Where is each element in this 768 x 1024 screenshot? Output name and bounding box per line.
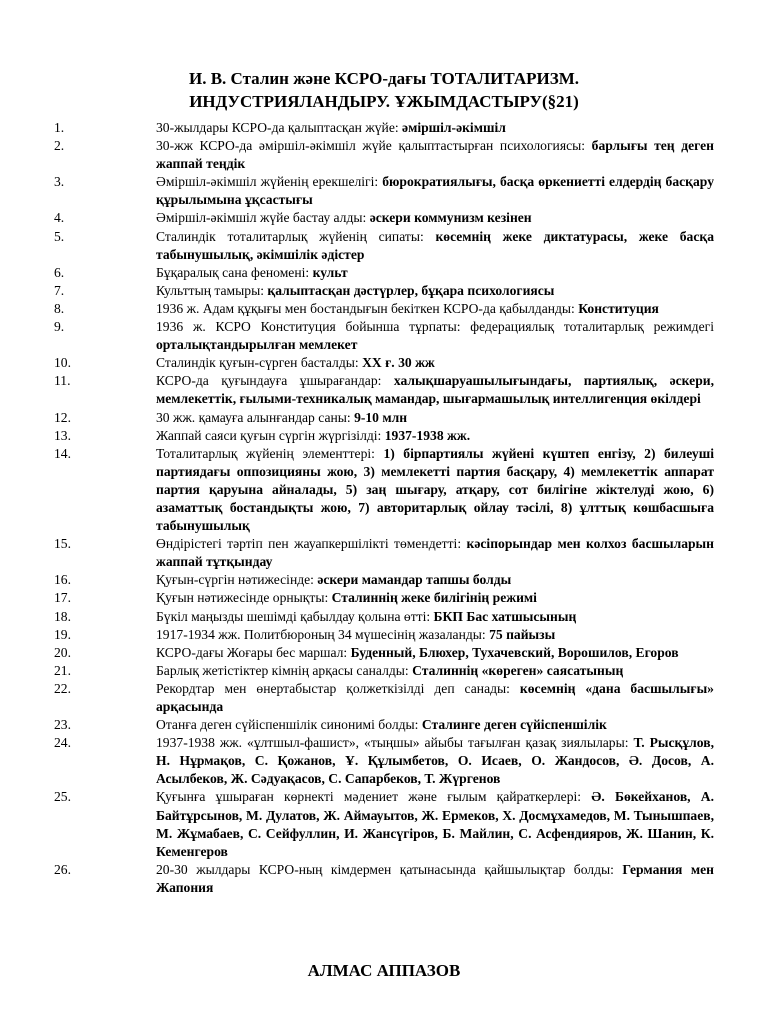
item-number: 10. [54, 355, 71, 371]
item-number: 15. [54, 536, 71, 552]
list-item [54, 680, 714, 716]
item-question: 1936 ж. Адам құқығы мен бостандығын бекіткен КСРО-да қабылданды: [156, 300, 579, 316]
item-question: 1936 ж. КСРО Конституция бойынша тұрпаты: федерациялық тоталитарлық режимдегі [156, 319, 714, 335]
list-item [54, 354, 714, 372]
item-text [100, 228, 714, 264]
list-item [54, 571, 714, 589]
item-number: 24. [54, 735, 71, 751]
title-line-2: ИНДУСТРИЯЛАНДЫРУ. ҰЖЫМДАСТЫРУ(§21) [189, 92, 579, 111]
item-answer: 1) бірпартиялы жүйені күштеп енгізу, 2) билеуші партиядағы оппозицияны жою, 3) мемлекетті партия басқару, 4) мемлекеттік аппарат партия қаруына айналады, 5) заң шығару, атқару, сот билігіне жіктелуді жою, 6) азаматтық бостандықты жою, 7) авторитарлық ойлау тәсілі, 8) ұлттық көшбасшыға табынушылық [156, 445, 714, 534]
item-question: КСРО-да қуғындауға ұшырағандар: [156, 373, 394, 389]
item-text [100, 300, 714, 318]
item-question: Әміршіл-әкімшіл жүйенің ерекшелігі: [156, 174, 383, 190]
item-answer: Сталиннің «көреген» саясатының [412, 662, 624, 678]
item-answer: 9-10 млн [354, 409, 408, 425]
item-answer: бюрократиялығы, басқа өркениетті елдердің басқару құрылымына ұқсастығы [156, 174, 714, 208]
item-answer: қалыптасқан дәстүрлер, бұқара психологиясы [267, 282, 555, 298]
list-item [54, 119, 714, 137]
item-answer: Сталиннің жеке билігінің режимі [331, 590, 537, 606]
item-question: 30-жылдары КСРО-да қалыптасқан жүйе: [156, 120, 403, 135]
item-text [100, 571, 714, 589]
item-number: 7. [54, 282, 65, 298]
item-text [100, 409, 714, 427]
list-item [54, 209, 714, 227]
item-answer: XX ғ. 30 жж [362, 355, 435, 371]
item-number: 17. [54, 590, 71, 606]
item-number: 6. [54, 264, 65, 280]
item-answer: БКП Бас хатшысының [433, 608, 577, 624]
item-answer: 1937-1938 жж. [384, 427, 471, 443]
list-item [54, 318, 714, 354]
item-text [100, 173, 714, 209]
item-number: 9. [54, 319, 65, 335]
item-question: Сталиндік қуғын-сүрген басталды: [156, 355, 363, 371]
list-item [54, 228, 714, 264]
item-text [100, 716, 714, 734]
item-number: 16. [54, 572, 71, 588]
item-answer: Сталинге деген сүйіспеншілік [421, 717, 607, 733]
item-number: 21. [54, 662, 71, 678]
item-question: 1937-1938 жж. «ұлтшыл-фашист», «тыңшы» айыбы тағылған қазақ зиялылары: [156, 735, 634, 751]
item-number: 4. [54, 210, 65, 226]
item-question: Бұқаралық сана феномені: [156, 264, 313, 280]
item-text [100, 318, 714, 354]
item-number: 22. [54, 680, 71, 696]
item-answer: орталықтандырылған мемлекет [156, 337, 358, 353]
item-answer: Ә. Бөкейханов, А. Байтұрсынов, М. Дулатов, Ж. Аймауытов, Ж. Ермеков, Х. Досмұхамедов, М. Тынышпаев, М. Жұмабаев, С. Сейфуллин, И. Жансүгіров, Б. Майлин, С. Асфендияров, Ж. Шанин, К. Кеменгеров [156, 789, 714, 859]
item-question: Өндірістегі тәртіп пен жауапкершілікті төмендетті: [156, 536, 467, 552]
item-question: Қуғынға ұшыраған көрнекті мәдениет және ғылым қайраткерлері: [156, 789, 592, 805]
item-number: 14. [54, 445, 71, 461]
item-question: 30 жж. қамауға алынғандар саны: [156, 409, 355, 425]
item-question: КСРО-дағы Жоғары бес маршал: [156, 644, 351, 660]
page-title [0, 67, 768, 113]
item-text [100, 282, 714, 300]
item-text [100, 119, 714, 137]
list-item [54, 734, 714, 788]
item-text [100, 445, 714, 535]
list-item [54, 409, 714, 427]
item-text [100, 535, 714, 571]
item-number: 25. [54, 789, 71, 805]
list-item [54, 535, 715, 571]
item-answer: 75 пайызы [489, 626, 556, 642]
item-answer: әскери коммунизм кезінен [369, 210, 532, 226]
list-item [54, 264, 714, 282]
author-signature: АЛМАС АППАЗОВ [307, 961, 461, 980]
item-number: 3. [54, 174, 65, 190]
list-item [54, 788, 714, 860]
item-text [100, 372, 714, 408]
list-item [54, 282, 714, 300]
item-text [100, 861, 714, 897]
item-text [100, 427, 714, 445]
item-text [100, 662, 714, 680]
item-answer: Германия мен Жапония [156, 861, 714, 895]
item-question: Қуғын-сүргін нәтижесінде: [156, 572, 318, 588]
item-question: 30-жж КСРО-да әміршіл-әкімшіл жүйе қалыптастырған психологиясы: [156, 138, 592, 154]
list-item [54, 861, 714, 897]
list-item [54, 608, 714, 626]
item-answer: культ [312, 264, 348, 280]
item-text [100, 734, 714, 788]
item-question: Бүкіл маңызды шешімді қабылдау қолына өтті: [156, 608, 434, 624]
list-item [54, 644, 714, 662]
item-question: Сталиндік тоталитарлық жүйенің сипаты: [156, 228, 436, 244]
item-answer: Т. Рысқұлов, Н. Нұрмақов, С. Қожанов, Ұ. Құлымбетов, О. Исаев, О. Жандосов, Ә. Досов, А. Асылбеков, Ж. Сәдуақасов, С. Сапарбеков, Т. Жүргенов [156, 735, 714, 787]
item-answer: Конституция [578, 300, 659, 316]
item-question: Отанға деген сүйіспеншілік синонимі болды: [156, 717, 422, 733]
item-text [100, 589, 714, 607]
item-text [100, 354, 714, 372]
question-answer-list [54, 119, 715, 897]
item-answer: көсемнің жеке диктатурасы, жеке басқа табынушылық, әкімшілік әдістер [156, 228, 714, 262]
item-answer: көсемнің «дана басшылығы» арқасында [156, 680, 714, 714]
item-number: 23. [54, 717, 71, 733]
list-item [54, 626, 714, 644]
item-text [100, 644, 714, 662]
item-question: Барлық жетістіктер кімнің арқасы саналды: [156, 662, 413, 678]
item-answer: халықшаруашылығындағы, партиялық, әскери, мемлекеттік, ғылыми-техникалық мамандар, шығармашылық интеллигенция өкілдері [156, 373, 714, 407]
item-text [100, 788, 714, 860]
item-answer: Буденный, Блюхер, Тухачевский, Ворошилов, Егоров [350, 644, 679, 660]
item-number: 20. [54, 644, 71, 660]
list-item [54, 137, 715, 173]
list-item [54, 372, 714, 408]
item-number: 8. [54, 300, 65, 316]
list-item [54, 716, 714, 734]
item-text [100, 137, 714, 173]
list-item [54, 300, 714, 318]
item-answer: кәсіпорындар мен колхоз басшыларын жаппай тұтқындау [156, 536, 715, 570]
item-question: 1917-1934 жж. Политбюроның 34 мүшесінің жазаланды: [156, 626, 490, 642]
item-answer: әскери мамандар тапшы болды [317, 572, 512, 588]
item-question: Культтың тамыры: [156, 282, 268, 298]
item-text [100, 209, 714, 227]
item-question: Қуғын нәтижесінде орнықты: [156, 590, 332, 606]
item-number: 19. [54, 626, 71, 642]
item-number: 13. [54, 427, 71, 443]
item-number: 5. [54, 228, 65, 244]
item-number: 2. [54, 138, 65, 154]
item-number: 11. [54, 373, 71, 389]
item-number: 12. [54, 409, 71, 425]
list-item [54, 662, 714, 680]
item-number: 26. [54, 861, 71, 877]
item-number: 1. [54, 120, 65, 135]
item-text [100, 264, 714, 282]
item-text [100, 680, 714, 716]
item-text [100, 626, 714, 644]
list-item [54, 589, 714, 607]
item-question: 20-30 жылдары КСРО-ның кімдермен қатынасында қайшылықтар болды: [156, 861, 623, 877]
list-item [54, 173, 714, 209]
list-item [54, 427, 714, 445]
item-question: Рекордтар мен өнертабыстар қолжеткізілді деп санады: [156, 680, 520, 696]
item-answer: барлығы тең деген жаппай теңдік [156, 138, 715, 172]
item-question: Әміршіл-әкімшіл жүйе бастау алды: [156, 210, 370, 226]
item-text [100, 608, 714, 626]
item-question: Тоталитарлық жүйенің элементтері: [156, 445, 384, 461]
item-number: 18. [54, 608, 71, 624]
list-item [54, 445, 714, 535]
item-question: Жаппай саяси қуғын сүргін жүргізілді: [156, 427, 385, 443]
item-answer: әміршіл-әкімшіл [402, 120, 506, 135]
title-line-1: И. В. Сталин және КСРО-дағы ТОТАЛИТАРИЗМ. [189, 69, 579, 88]
